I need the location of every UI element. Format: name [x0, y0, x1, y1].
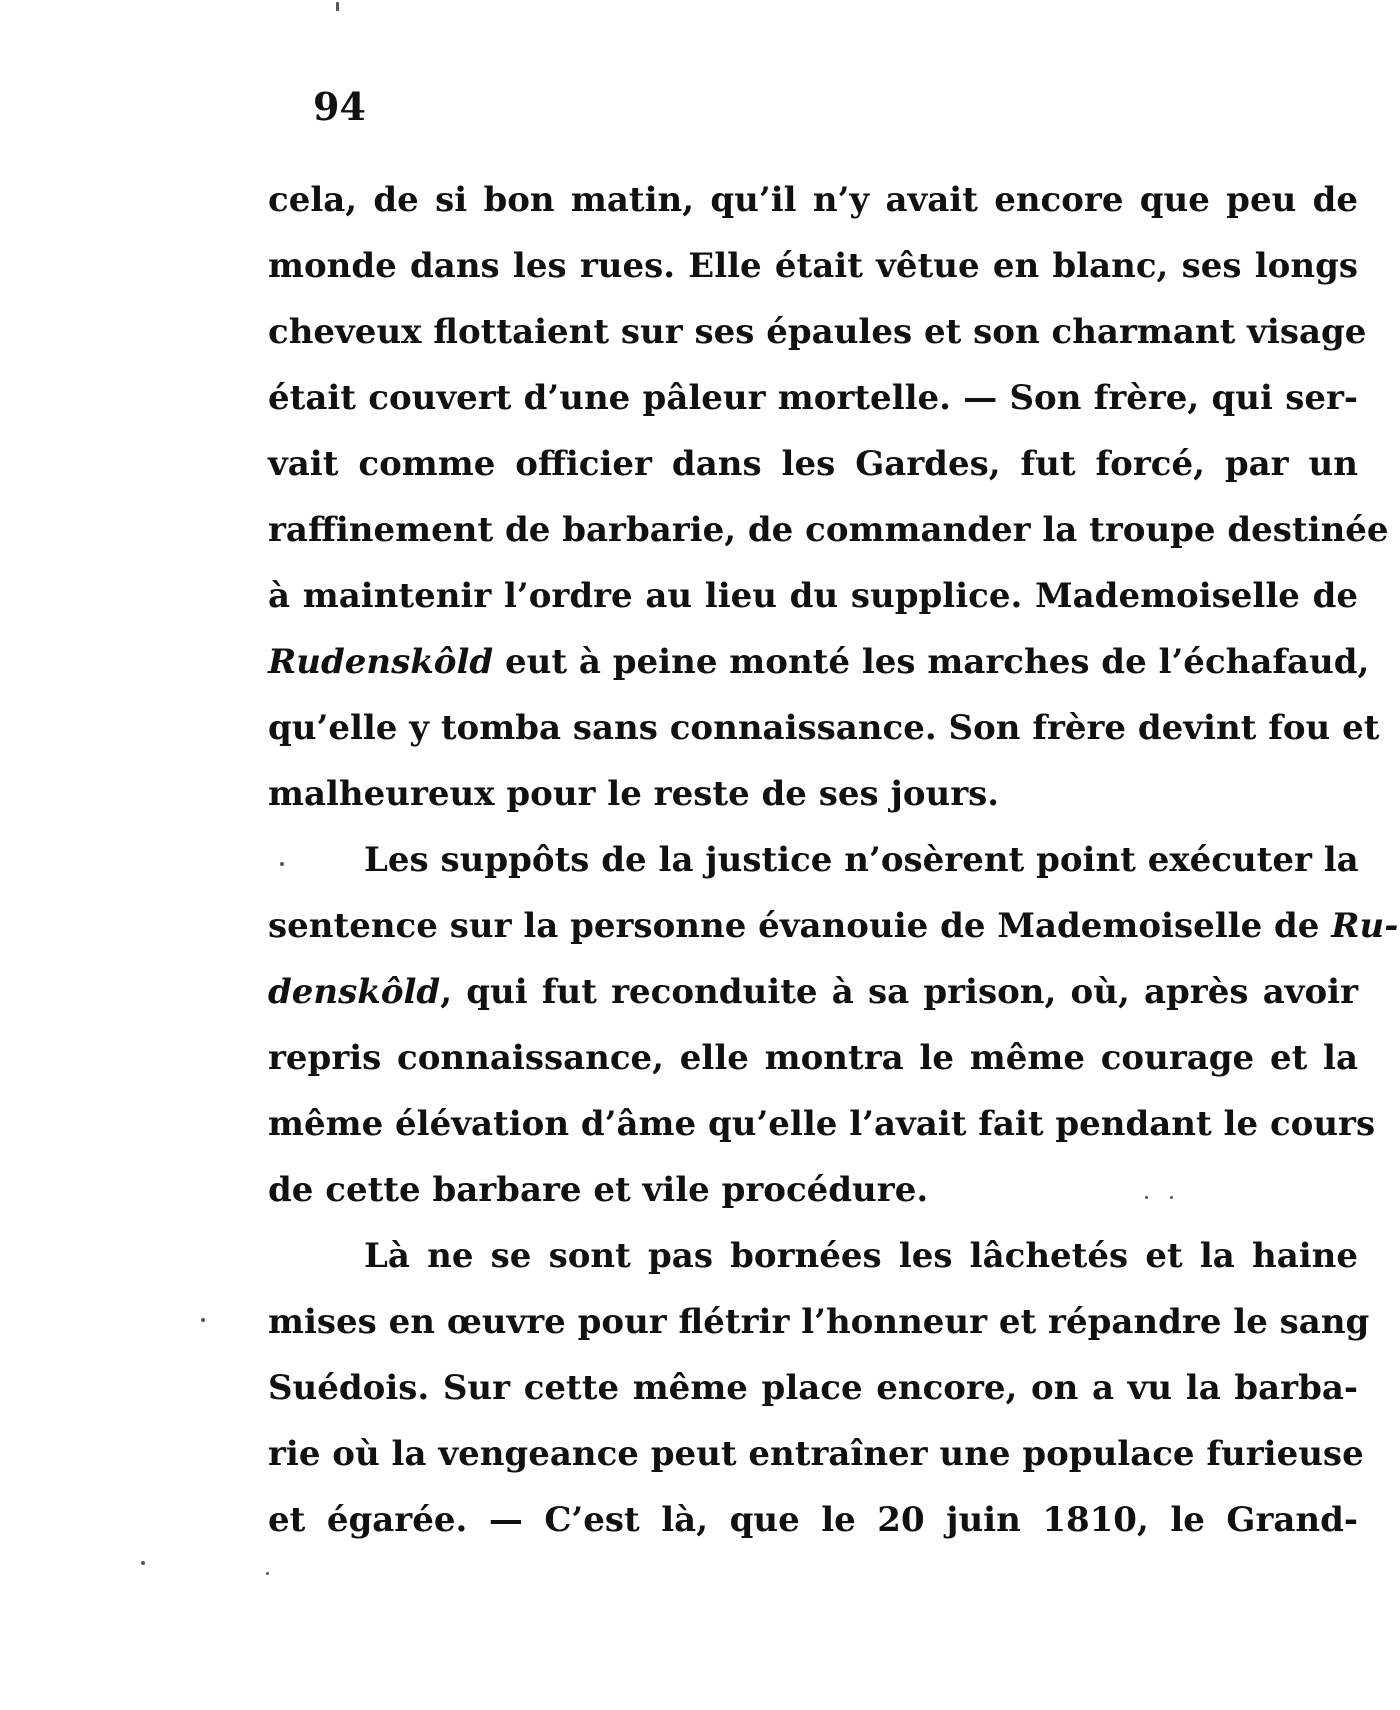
text-line-rest: eut à peine monté les marches de l’échafaud,: [505, 642, 1370, 682]
text-line-with-name: [268, 629, 1370, 695]
text-line: raffinement de barbarie, de commander la troupe destinée: [268, 510, 1389, 550]
italic-name: Rudenskôld: [268, 642, 494, 682]
text-line: monde dans les rues. Elle était vêtue en blanc, ses longs: [268, 246, 1358, 286]
text-line: vait comme officier dans les Gardes, fut forcé, par un: [268, 444, 1358, 484]
italic-name-start: Ru-: [1331, 906, 1399, 946]
text-line: était couvert d’une pâleur mortelle. — Son frère, qui ser-: [268, 378, 1358, 418]
scan-speck: [336, 2, 339, 11]
text-line: cheveux flottaient sur ses épaules et son charmant visage: [268, 312, 1367, 352]
text-line: Les suppôts de la justice n’osèrent point exécuter la: [364, 840, 1359, 880]
scan-speck: [1145, 1196, 1148, 1199]
text-line-start: sentence sur la personne évanouie de Mademoiselle de: [268, 906, 1320, 946]
text-line: même élévation d’âme qu’elle l’avait fait pendant le cours: [268, 1104, 1376, 1144]
page-number: 94: [313, 84, 366, 129]
body-text: [268, 167, 1399, 1553]
scan-speck: [201, 1318, 205, 1322]
text-line: à maintenir l’ordre au lieu du supplice. Mademoiselle de: [268, 576, 1358, 616]
text-line-with-name: [268, 893, 1399, 959]
scan-speck: [280, 862, 284, 866]
text-line: de cette barbare et vile procédure.: [268, 1170, 929, 1210]
text-line: Suédois. Sur cette même place encore, on a vu la barba-: [268, 1368, 1358, 1408]
scan-speck: [141, 1561, 145, 1565]
scan-speck: [266, 1572, 269, 1575]
text-line-with-name: [268, 959, 1358, 1025]
text-line: Là ne se sont pas bornées les lâchetés et la haine: [364, 1236, 1358, 1276]
text-line: et égarée. — C’est là, que le 20 juin 1810, le Grand-: [268, 1500, 1358, 1540]
text-line: repris connaissance, elle montra le même courage et la: [268, 1038, 1358, 1078]
text-line: cela, de si bon matin, qu’il n’y avait encore que peu de: [268, 180, 1358, 220]
text-line: rie où la vengeance peut entraîner une populace furieuse: [268, 1434, 1364, 1474]
scan-speck: [1170, 1196, 1173, 1199]
text-line: qu’elle y tomba sans connaissance. Son frère devint fou et: [268, 708, 1380, 748]
text-line: malheureux pour le reste de ses jours.: [268, 774, 1000, 814]
text-line-rest: , qui fut reconduite à sa prison, où, après avoir: [440, 972, 1358, 1012]
italic-name-end: denskôld: [268, 972, 441, 1012]
text-line: mises en œuvre pour flétrir l’honneur et répandre le sang: [268, 1302, 1370, 1342]
